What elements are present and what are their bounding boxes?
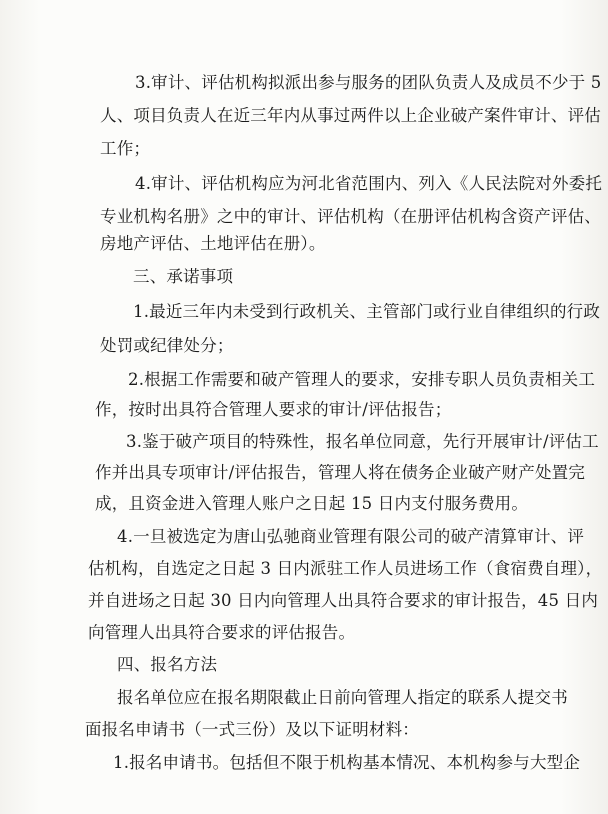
text-line: 面报名申请书（一式三份）及以下证明材料： — [85, 720, 419, 739]
text-line: 工作； — [100, 139, 151, 158]
text-line: 1.报名申请书。包括但不限于机构基本情况、本机构参与大型企 — [113, 753, 581, 772]
section-heading: 四、报名方法 — [117, 655, 218, 674]
text-line: 估机构，自选定之日起 3 日内派驻工作人员进场工作（食宿费自理）， — [88, 559, 603, 578]
text-line: 处罚或纪律处分； — [100, 336, 234, 355]
text-line: 向管理人出具符合要求的评估报告。 — [88, 623, 356, 642]
text-line: 2.根据工作需要和破产管理人的要求，安排专职人员负责相关工 — [128, 370, 596, 389]
text-line: 4.审计、评估机构应为河北省范围内、列入《人民法院对外委托 — [135, 174, 603, 193]
text-line: 专业机构名册》之中的审计、评估机构（在册评估机构含资产评估、 — [100, 207, 601, 226]
text-line: 1.最近三年内未受到行政机关、主管部门或行业自律组织的行政 — [133, 302, 601, 321]
text-line: 房地产评估、土地评估在册）。 — [100, 234, 326, 253]
text-line: 成，且资金进入管理人账户之日起 15 日内支付服务费用。 — [95, 494, 529, 513]
text-line: 作并出具专项审计/评估报告，管理人将在债务企业破产财产处置完 — [95, 463, 586, 482]
text-line: 人、项目负责人在近三年内从事过两件以上企业破产案件审计、评估 — [100, 106, 601, 125]
text-line: 3.审计、评估机构拟派出参与服务的团队负责人及成员不少于 5 — [135, 73, 602, 92]
text-line: 4.一旦被选定为唐山弘驰商业管理有限公司的破产清算审计、评 — [117, 527, 585, 546]
text-line: 并自进场之日起 30 日内向管理人出具符合要求的审计报告，45 日内 — [88, 591, 599, 610]
text-line: 报名单位应在报名期限截止日前向管理人指定的联系人提交书 — [117, 688, 568, 707]
text-line: 作，按时出具符合管理人要求的审计/评估报告； — [95, 400, 452, 419]
text-line: 3.鉴于破产项目的特殊性，报名单位同意，先行开展审计/评估工 — [126, 432, 599, 451]
section-heading: 三、承诺事项 — [133, 267, 234, 286]
